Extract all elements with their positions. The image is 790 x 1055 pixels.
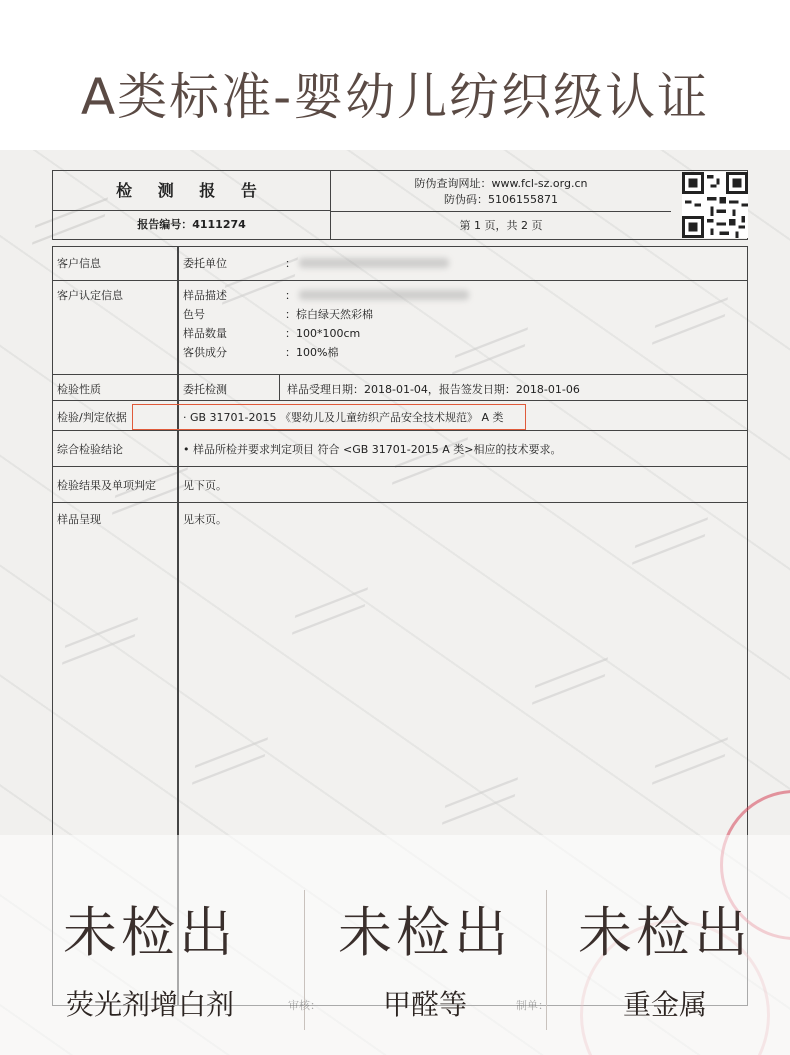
label-results: 检验结果及单项判定 (57, 479, 156, 492)
value-results: 见下页。 (183, 479, 227, 492)
value-composition: ：100%棉 (285, 346, 339, 359)
feature-fluorescent (30, 835, 270, 1055)
footer-review-label: 审核： (288, 999, 321, 1012)
verify-code: 防伪码：5106155871 (444, 193, 558, 206)
blurred-client-name (299, 258, 449, 268)
value-conclusion: • 样品所检并要求判定项目 符合 <GB 31701-2015 A 类>相应的技术要求。 (183, 443, 562, 456)
cell-divider (279, 375, 280, 401)
colon: ： (285, 257, 296, 270)
feature-status: 未检出 (338, 901, 512, 964)
feature-formaldehyde (305, 835, 545, 1055)
label-inspection-nature: 检验性质 (57, 383, 101, 396)
value-sample: 见末页。 (183, 513, 227, 526)
feature-heavy-metal (545, 835, 785, 1055)
label-basis: 检验/判定依据 (57, 411, 127, 424)
row-sample (53, 503, 747, 543)
report-header (52, 170, 748, 240)
feature-status: 未检出 (578, 901, 752, 964)
row-inspection-nature (53, 375, 747, 401)
basis-highlight-box (132, 404, 526, 430)
label-client-confirm: 客户认定信息 (57, 289, 123, 302)
feature-label: 荧光剂增白剂 (65, 988, 234, 1021)
label-color: 色号 (183, 308, 205, 321)
value-basis: · GB 31701-2015 《婴幼儿及儿童纺织产品安全技术规范》 A 类 (183, 411, 504, 424)
row-client-confirm (53, 281, 747, 375)
row-conclusion (53, 431, 747, 467)
label-quantity: 样品数量 (183, 327, 227, 340)
colon: ： (285, 289, 296, 302)
footer-maker-label: 制单： (516, 999, 549, 1012)
blurred-sample-desc (299, 290, 469, 300)
verify-url: 防伪查询网址：www.fcl-sz.org.cn (414, 177, 588, 190)
page-headline: A类标准-婴幼儿纺织级认证 (80, 68, 710, 126)
qr-code (682, 172, 748, 238)
row-client-info (53, 247, 747, 281)
label-sample-desc: 样品描述 (183, 289, 227, 302)
value-quantity: ：100*100cm (285, 327, 361, 340)
row-results (53, 467, 747, 503)
report-header-left (53, 171, 331, 239)
report-title: 检 测 报 告 (53, 171, 330, 211)
page-info: 第 1 页，共 2 页 (331, 211, 671, 239)
label-conclusion: 综合检验结论 (57, 443, 123, 456)
label-client-unit: 委托单位 (183, 257, 227, 270)
value-dates: 样品受理日期：2018-01-04，报告签发日期：2018-01-06 (287, 383, 580, 396)
report-number: 报告编号：4111274 (137, 218, 246, 231)
feature-status: 未检出 (63, 901, 237, 964)
label-client-info: 客户信息 (57, 257, 101, 270)
feature-label: 重金属 (622, 988, 707, 1021)
feature-label: 甲醛等 (382, 988, 467, 1021)
label-sample: 样品呈现 (57, 513, 101, 526)
label-composition: 客供成分 (183, 346, 227, 359)
report-header-middle (331, 171, 671, 239)
value-inspection-nature: 委托检测 (183, 383, 227, 396)
feature-overlay (0, 835, 790, 1055)
value-color: ：棕白绿天然彩棉 (285, 308, 373, 321)
